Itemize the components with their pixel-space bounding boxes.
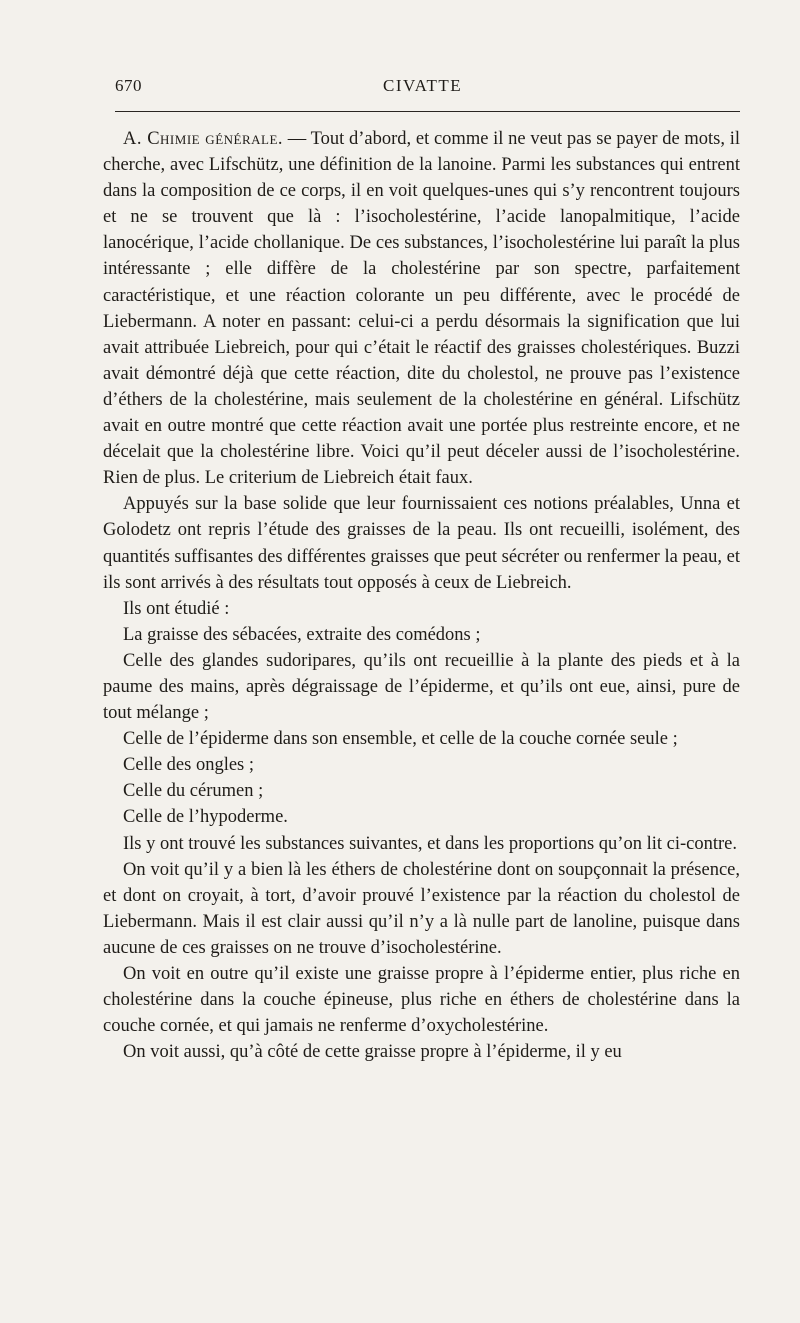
paragraph: Ils ont étudié : xyxy=(123,598,230,619)
paragraph: Celle des ongles ; xyxy=(123,755,255,776)
paragraph: On voit aussi, qu’à côté de cette graisse propre à l’épiderme, il y eu xyxy=(123,1042,622,1063)
paragraph: On voit qu’il y a bien là les éthers de cholestérine dont on soupçonnait la présence, et dont on croyait, à tort, d’avoir prouvé l’existence par la réaction du cholestol de Liebermann. Mais il est clair aussi qu’il n’y a là nulle part de lanoline, puisque dans aucune de ces graisses on ne trouve d’isocholestérine. xyxy=(103,859,740,958)
running-head: CIVATTE xyxy=(383,76,463,95)
heading-dash: — xyxy=(283,129,311,149)
paragraph: Appuyés sur la base solide que leur fournissaient ces notions préalables, Unna et Golodetz ont repris l’étude des graisses de la peau. Ils ont recueilli, isolément, des quantités suffisantes des différentes graisses que peut sécréter ou renfermer la peau, et ils sont arrivés à des résultats tout opposés à ceux de Liebreich. xyxy=(103,494,740,593)
paragraph: Celle de l’hypoderme. xyxy=(123,807,288,828)
paragraph: Celle de l’épiderme dans son ensemble, et celle de la couche cornée seule ; xyxy=(123,729,678,750)
paragraph: La graisse des sébacées, extraite des comédons ; xyxy=(123,624,481,645)
paragraph: Celle du cérumen ; xyxy=(123,781,264,802)
body-text xyxy=(103,126,740,1065)
paragraph-text: Tout d’abord, et comme il ne veut pas se payer de mots, il cherche, avec Lifschütz, une définition de la lanoine. Parmi les substances qui entrent dans la composition de ce corps, il en voit quelques-unes qui s’y rencontrent toujours et ne se trouvent que là : l’isocholestérine, l’acide lanopalmitique, l’acide lanocérique, l’acide chollanique. De ces substances, l’isocholestérine lui paraît la plus intéressante ; elle diffère de la cholestérine par son spectre, parfaitement caractéristique, et une réaction colorante un peu différente, avec le procédé de Liebermann. A noter en passant: celui-ci a perdu désormais la signification que lui avait attribuée Liebreich, pour qui c’était le réactif des graisses cholestériques. Buzzi avait démontré déjà que cette réaction, dite du cholestol, ne prouve pas l’existence d’éthers de la cholestérine, mais seulement de la cholestérine en général. Lifschütz avait en outre montré que cette réaction avait une portée plus restreinte encore, et ne décelait que la cholestérine libre. Voici qu’il peut déceler aussi de l’isocholestérine. Rien de plus. Le criterium de Liebreich était faux. xyxy=(103,129,740,489)
paragraph: Ils y ont trouvé les substances suivantes, et dans les proportions qu’on lit ci-contre. xyxy=(123,833,737,854)
page-header xyxy=(115,76,740,100)
section-heading: A. Chimie générale. xyxy=(123,129,284,149)
header-rule xyxy=(115,111,740,112)
page-number: 670 xyxy=(115,76,142,95)
paragraph: On voit en outre qu’il existe une graisse propre à l’épiderme entier, plus riche en cholestérine dans la couche épineuse, plus riche en éthers de cholestérine dans la couche cornée, et qui jamais ne renferme d’oxycholestérine. xyxy=(103,964,740,1037)
paragraph xyxy=(103,126,740,491)
paragraph: Celle des glandes sudoripares, qu’ils ont recueillie à la plante des pieds et à la paume des mains, après dégraissage de l’épiderme, et qu’ils ont eue, ainsi, pure de tout mélange ; xyxy=(103,650,740,724)
